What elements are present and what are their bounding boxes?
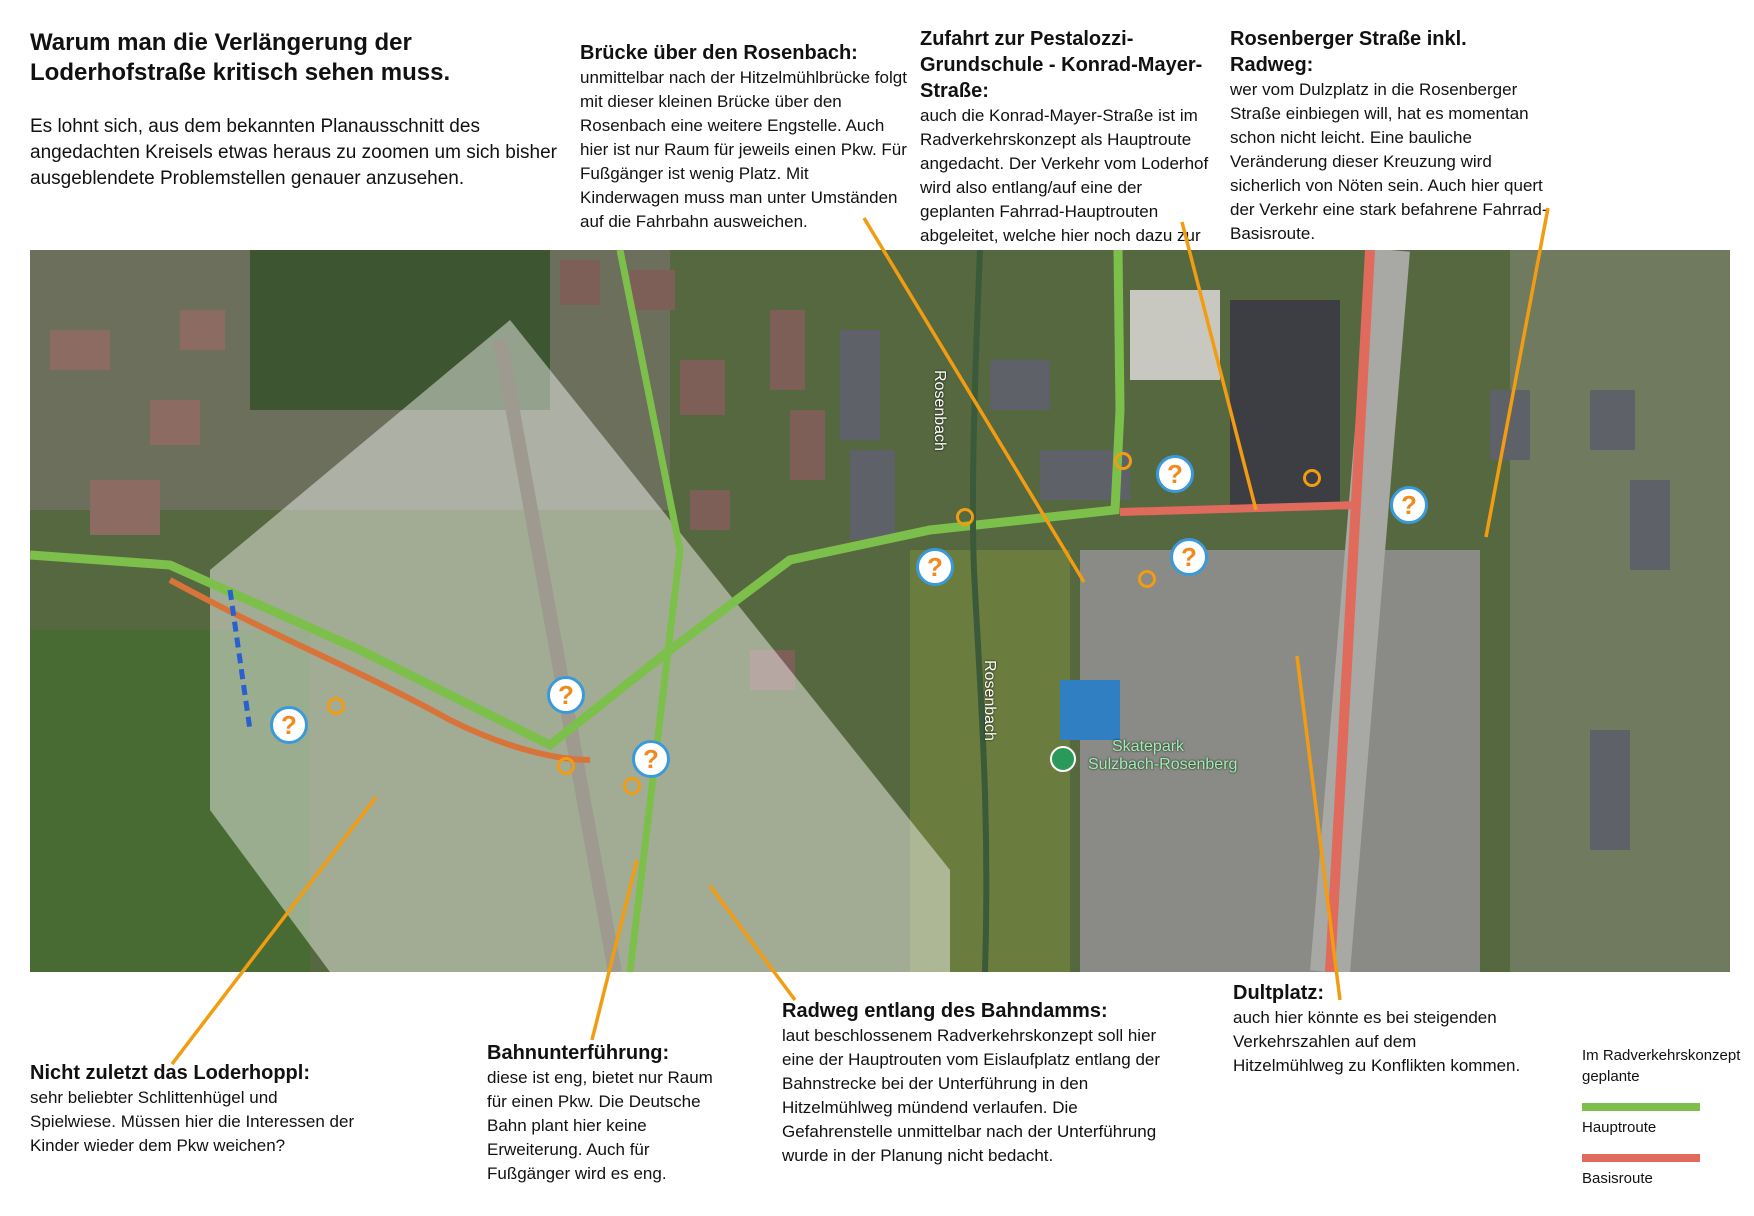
legend-swatch-basisroute [1582, 1154, 1700, 1162]
hotspot-rosenberger[interactable] [1303, 469, 1321, 487]
callout-bruecke-heading: Brücke über den Rosenbach: [580, 42, 858, 64]
legend-label-hauptroute: Hauptroute [1582, 1119, 1657, 1136]
callout-loderhoppl [30, 1060, 360, 1158]
skatepark-hall [1060, 680, 1120, 740]
label-rosenbach-south: Rosenbach [981, 660, 998, 741]
hotspot-bahndamm[interactable] [623, 777, 641, 795]
legend-heading: Im Radverkehrskonzept geplante [1582, 1047, 1741, 1085]
callout-dultplatz [1233, 980, 1523, 1078]
callout-loderhoppl-body: sehr beliebter Schlittenhügel und Spielwiese. Müssen hier die Interessen der Kinder wieder dem Pkw weichen? [30, 1088, 355, 1155]
callout-bahnunterfuehrung-body: diese ist eng, bietet nur Raum für einen Pkw. Die Deutsche Bahn plant hier keine Erweiterung. Auch für Fußgänger wird es eng. [487, 1068, 713, 1183]
hotspot-bahnunterfuehrung[interactable] [557, 757, 575, 775]
callout-loderhoppl-heading: Nicht zuletzt das Loderhoppl: [30, 1062, 310, 1084]
callout-zufahrt-body: auch die Konrad-Mayer-Straße ist im Radverkehrskonzept als Hauptroute angedacht. Der Verkehr vom Loderhof wird also entlang/auf eine der geplanten Fahrrad-Hauptrouten abgeleitet, welche hier noch dazu zur [920, 106, 1209, 245]
question-marker-loderhoppl[interactable]: ? [270, 706, 308, 744]
legend-label-basisroute: Basisroute [1582, 1170, 1653, 1187]
question-marker-zufahrt[interactable]: ? [1156, 455, 1194, 493]
question-marker-rosenberger[interactable]: ? [1390, 486, 1428, 524]
question-marker-bruecke[interactable]: ? [916, 548, 954, 586]
callout-radweg-heading: Radweg entlang des Bahndamms: [782, 1000, 1108, 1022]
label-rosenbach-north: Rosenbach [931, 370, 948, 451]
question-marker-dultplatz[interactable]: ? [1170, 538, 1208, 576]
callout-radweg-body: laut beschlossenem Radverkehrskonzept soll hier eine der Hauptrouten vom Eislaufplatz entlang der Bahnstrecke bei der Unterführung in den Hitzelmühlweg mündend verlaufen. Die Gefahrenstelle unmittelbar nach der Unterführung wurde in der Planung nicht bedacht. [782, 1026, 1161, 1165]
large-building [1230, 300, 1340, 510]
callout-bahnunterfuehrung [487, 1040, 717, 1186]
hotspot-loderhoppl[interactable] [327, 697, 345, 715]
callout-bruecke-body: unmittelbar nach der Hitzelmühlbrücke folgt mit dieser kleinen Brücke über den Rosenbach eine weitere Engstelle. Auch hier ist nur Raum für jeweils einen Pkw. Für Fußgänger ist wenig Platz. Mit Kinderwagen muss man unter Umständen auf die Fahrbahn ausweichen. [580, 68, 907, 231]
map-canvas [30, 250, 1730, 972]
callout-bahnunterfuehrung-heading: Bahnunterführung: [487, 1042, 670, 1064]
hotspot-bruecke[interactable] [956, 508, 974, 526]
callout-bruecke [580, 40, 910, 234]
aerial-map[interactable] [30, 250, 1730, 972]
callout-zufahrt-heading: Zufahrt zur Pestalozzi-Grundschule - Konrad-Mayer-Straße: [920, 28, 1203, 102]
callout-zufahrt [920, 26, 1215, 272]
legend [1582, 1045, 1742, 1189]
label-skatepark-city: Sulzbach-Rosenberg [1088, 756, 1238, 773]
callout-rosenberger-body: wer vom Dulzplatz in die Rosenberger Straße einbiegen will, hat es momentan schon nicht leicht. Eine bauliche Veränderung dieser Kreuzung wird sicherlich von Nöten sein. Auch hier quert der Verkehr eine stark befahrene Fahrrad-Basisroute. [1230, 80, 1548, 243]
label-skatepark: Skatepark [1112, 738, 1185, 755]
callout-dultplatz-heading: Dultplatz: [1233, 982, 1325, 1004]
map-pin-icon[interactable] [1050, 746, 1076, 772]
callout-dultplatz-body: auch hier könnte es bei steigenden Verkehrszahlen auf dem Hitzelmühlweg zu Konflikten kommen. [1233, 1008, 1521, 1075]
question-marker-bahndamm[interactable]: ? [632, 740, 670, 778]
page-title: Warum man die Verlängerung der Loderhofstraße kritisch sehen muss. [30, 29, 451, 86]
solar-roof [1130, 290, 1220, 380]
hotspot-zufahrt[interactable] [1114, 452, 1132, 470]
callout-rosenberger [1230, 26, 1550, 246]
hotspot-dultplatz[interactable] [1138, 570, 1156, 588]
question-marker-bahnunterfuehrung[interactable]: ? [547, 676, 585, 714]
callout-radweg [782, 998, 1162, 1168]
intro-text: Es lohnt sich, aus dem bekannten Planausschnitt des angedachten Kreisels etwas heraus zu zoomen um sich bisher ausgeblendete Problemstellen genauer anzusehen. [30, 116, 558, 189]
residential-area-east [1510, 250, 1730, 972]
legend-swatch-hauptroute [1582, 1103, 1700, 1111]
callout-rosenberger-heading: Rosenberger Straße inkl. Radweg: [1230, 28, 1467, 76]
